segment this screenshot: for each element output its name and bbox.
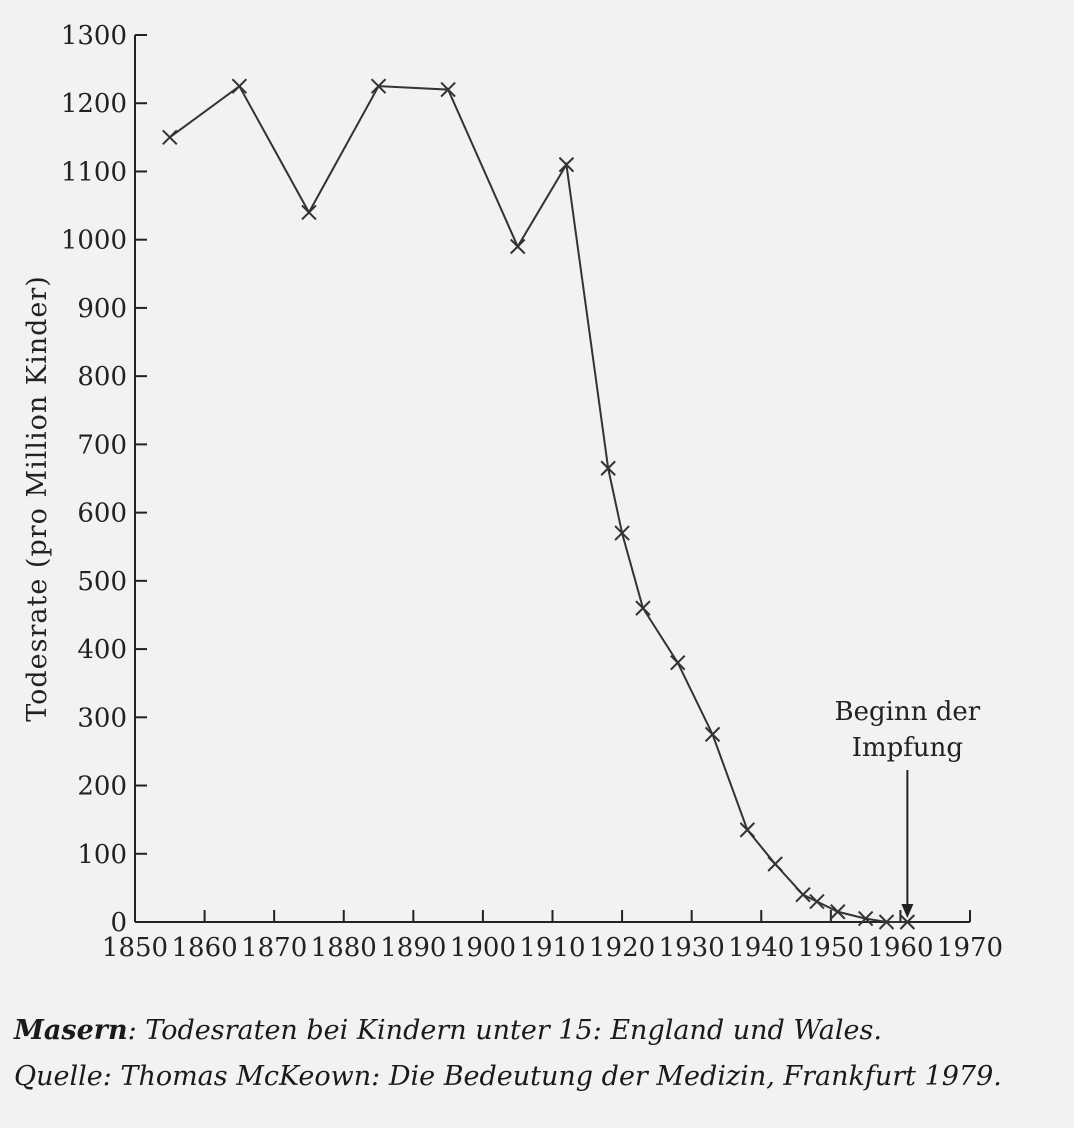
data-point-marker: [163, 130, 177, 144]
data-point-marker: [706, 727, 720, 741]
data-point-marker: [740, 823, 754, 837]
data-point-marker: [768, 857, 782, 871]
caption-title: Masern: [14, 1015, 128, 1046]
x-tick-label: 1960: [867, 933, 934, 963]
caption-source: Quelle: Thomas McKeown: Die Bedeutung der Medizin, Frankfurt 1979.: [14, 1061, 1002, 1092]
x-tick-label: 1890: [380, 933, 447, 963]
data-point-marker: [831, 905, 845, 919]
y-tick-label: 600: [77, 498, 127, 529]
figure-caption: [14, 1008, 1064, 1100]
data-point-marker: [636, 601, 650, 615]
y-axis-title: Todesrate (pro Million Kinder): [22, 275, 53, 722]
y-tick-label: 0: [110, 908, 127, 938]
y-tick-label: 200: [77, 771, 127, 802]
y-tick-label: 1200: [60, 89, 127, 120]
annotation-arrow-head: [901, 904, 913, 918]
x-tick-label: 1920: [588, 933, 656, 963]
y-tick-label: 900: [77, 293, 127, 324]
data-point-marker: [232, 79, 246, 93]
ticks: [61, 21, 1003, 963]
data-point-marker: [511, 240, 525, 254]
data-point-marker: [810, 895, 824, 909]
data-point-marker: [671, 656, 685, 670]
caption-line-1: [14, 1008, 1064, 1054]
data-point-marker: [302, 205, 316, 219]
y-tick-label: 500: [77, 566, 127, 597]
y-tick-label: 300: [77, 703, 127, 734]
annotation-text-line: Impfung: [851, 733, 964, 763]
y-tick-label: 1000: [60, 225, 127, 256]
x-tick-label: 1910: [519, 933, 586, 963]
series-line: [170, 86, 908, 922]
x-tick-label: 1880: [310, 933, 377, 963]
y-tick-label: 400: [77, 635, 127, 666]
x-tick-label: 1930: [658, 933, 725, 963]
x-tick-label: 1850: [101, 933, 169, 963]
data-point-marker: [796, 888, 810, 902]
data-series: [163, 79, 915, 929]
y-tick-label: 100: [77, 839, 127, 870]
axes: [22, 35, 970, 922]
y-tick-label: 1300: [60, 21, 127, 51]
caption-description: : Todesraten bei Kindern unter 15: England und Wales.: [127, 1015, 882, 1046]
x-tick-label: 1870: [241, 933, 308, 963]
x-tick-label: 1970: [936, 933, 1004, 963]
x-tick-label: 1860: [171, 933, 238, 963]
y-tick-label: 700: [77, 430, 127, 461]
x-tick-label: 1950: [797, 933, 864, 963]
y-tick-label: 800: [77, 362, 127, 393]
x-tick-label: 1940: [728, 933, 795, 963]
data-point-marker: [615, 526, 629, 540]
x-tick-label: 1900: [449, 933, 517, 963]
annotation: [835, 697, 981, 918]
annotation-text-line: Beginn der: [834, 697, 981, 727]
y-tick-label: 1100: [60, 157, 127, 188]
